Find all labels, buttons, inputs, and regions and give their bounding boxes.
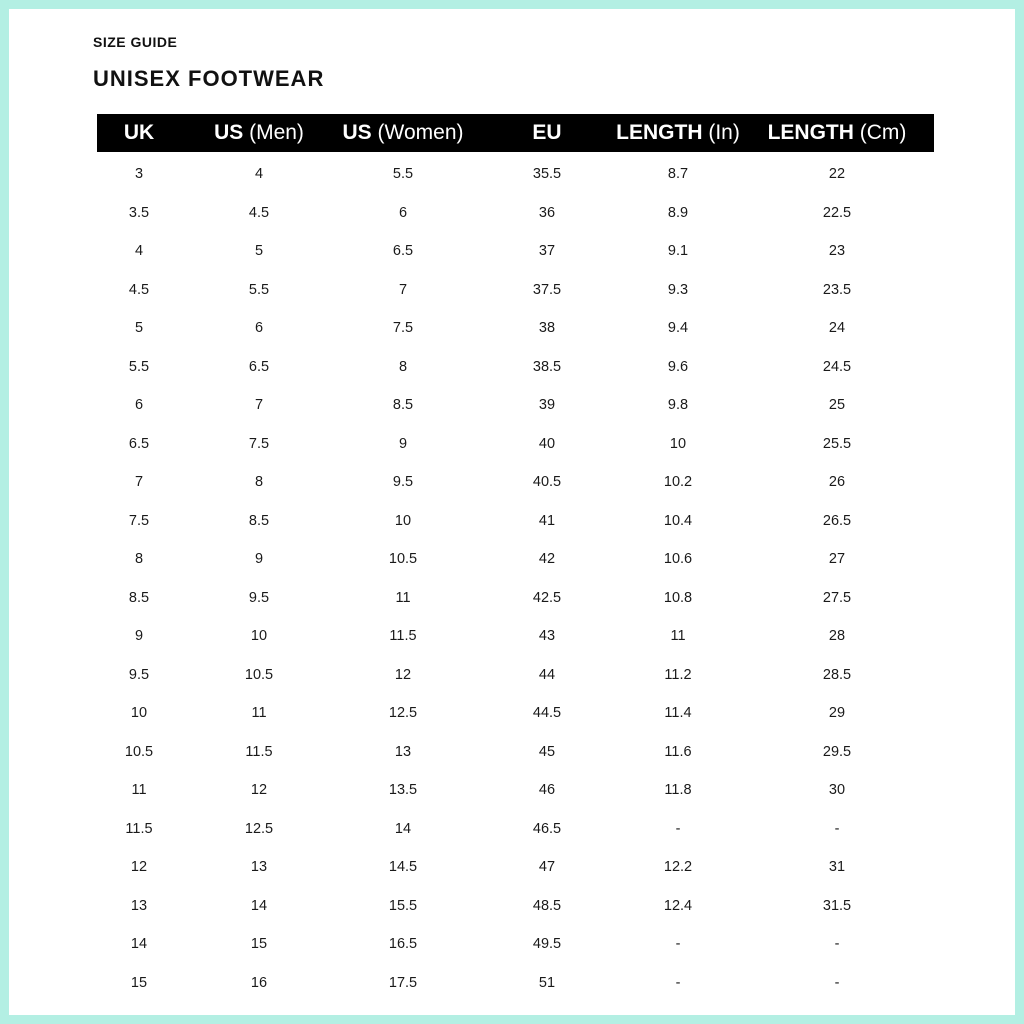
cell-us-women: 12.5: [388, 705, 418, 721]
cell-eu: 36: [538, 204, 556, 221]
cell-uk: 3: [134, 166, 144, 182]
table-row: [0, 194, 1024, 233]
cell-eu: 40: [538, 435, 556, 452]
cell-length-cm: 24.5: [822, 358, 852, 375]
cell-uk: 6.5: [128, 435, 150, 452]
cell-length-cm: 26.5: [822, 512, 852, 529]
cell-us-women: 8: [398, 358, 408, 375]
table-row: [0, 964, 1024, 1003]
cell-eu: 37: [538, 243, 556, 259]
table-row: [0, 386, 1024, 425]
cell-us-women: 8.5: [392, 397, 414, 413]
cell-us-women: 14: [394, 820, 412, 837]
cell-length-cm: 29.5: [822, 743, 852, 760]
table-row: [0, 502, 1024, 541]
cell-eu: 46: [538, 782, 556, 798]
header-us-men: US (Men): [214, 121, 304, 144]
cell-eu: 37.5: [532, 281, 562, 298]
cell-uk: 7: [134, 474, 144, 490]
cell-us-women: 16.5: [388, 936, 418, 952]
cell-length-in: 9.4: [667, 320, 689, 336]
cell-us-women: 6.5: [392, 243, 414, 259]
table-row: [0, 656, 1024, 695]
cell-us-men: 8.5: [248, 512, 270, 529]
cell-length-cm: 27: [828, 551, 846, 567]
cell-uk: 8: [134, 551, 144, 567]
cell-us-men: 7: [254, 397, 264, 413]
cell-uk: 5.5: [128, 358, 150, 375]
header-length-in: LENGTH (In): [616, 121, 740, 144]
cell-length-in: 9.3: [667, 281, 689, 298]
cell-eu: 38.5: [532, 358, 562, 375]
cell-length-in: -: [675, 820, 681, 837]
cell-us-women: 15.5: [388, 897, 418, 914]
cell-length-cm: 23.5: [822, 281, 852, 298]
cell-uk: 12: [130, 859, 148, 875]
cell-eu: 51: [538, 974, 556, 991]
cell-uk: 10.5: [124, 743, 154, 760]
cell-us-men: 5: [254, 243, 264, 259]
table-row: [0, 463, 1024, 502]
table-row: [0, 232, 1024, 271]
cell-eu: 41: [538, 512, 556, 529]
cell-us-men: 16: [250, 974, 268, 991]
cell-us-women: 5.5: [392, 166, 414, 182]
cell-length-cm: 29: [828, 705, 846, 721]
cell-us-women: 10: [394, 512, 412, 529]
cell-eu: 42.5: [532, 589, 562, 606]
table-row: [0, 579, 1024, 618]
cell-us-men: 15: [250, 936, 268, 952]
table-row: [0, 155, 1024, 194]
cell-length-cm: 30: [828, 782, 846, 798]
cell-length-in: 11: [670, 628, 686, 644]
cell-eu: 42: [538, 551, 556, 567]
cell-eu: 40.5: [532, 474, 562, 490]
table-row: [0, 348, 1024, 387]
cell-length-in: 11.2: [664, 666, 692, 683]
cell-us-men: 7.5: [248, 435, 270, 452]
cell-eu: 46.5: [532, 820, 562, 837]
cell-length-cm: 23: [828, 243, 846, 259]
cell-us-women: 13: [394, 743, 412, 760]
cell-length-cm: -: [834, 820, 840, 837]
cell-length-cm: 25.5: [822, 435, 852, 452]
cell-us-women: 6: [398, 204, 408, 221]
header-eu: EU: [532, 121, 562, 144]
table-row: [0, 771, 1024, 810]
cell-us-men: 9.5: [248, 589, 270, 606]
cell-length-cm: 27.5: [822, 589, 852, 606]
cell-us-men: 10: [250, 628, 268, 644]
cell-eu: 35.5: [532, 166, 562, 182]
cell-uk: 4: [134, 243, 144, 259]
table-row: [0, 925, 1024, 964]
cell-us-men: 5.5: [248, 281, 270, 298]
header-us-women: US (Women): [342, 121, 464, 144]
cell-eu: 38: [538, 320, 556, 336]
cell-us-women: 13.5: [388, 782, 418, 798]
cell-us-women: 9: [398, 435, 408, 452]
cell-uk: 9: [134, 628, 144, 644]
table-row: [0, 887, 1024, 926]
cell-length-cm: 24: [828, 320, 846, 336]
cell-uk: 5: [134, 320, 144, 336]
cell-length-in: 11.8: [664, 782, 692, 798]
cell-length-in: 10.8: [663, 589, 693, 606]
table-row: [0, 733, 1024, 772]
cell-eu: 39: [538, 397, 556, 413]
table-row: [0, 810, 1024, 849]
cell-length-in: 10.2: [663, 474, 693, 490]
cell-length-cm: -: [834, 936, 840, 952]
cell-length-cm: 31: [828, 859, 846, 875]
header-length-cm: LENGTH (Cm): [767, 121, 907, 144]
cell-us-men: 13: [250, 859, 268, 875]
cell-uk: 11: [131, 782, 147, 798]
cell-uk: 11.5: [125, 820, 153, 837]
cell-us-women: 11.5: [389, 628, 417, 644]
cell-us-men: 12.5: [244, 820, 274, 837]
cell-length-cm: 31.5: [822, 897, 852, 914]
cell-length-cm: 25: [828, 397, 846, 413]
cell-us-women: 17.5: [388, 974, 418, 991]
page-title: UNISEX FOOTWEAR: [93, 66, 325, 91]
table-row: [0, 425, 1024, 464]
table-row: [0, 540, 1024, 579]
cell-length-cm: 28: [828, 628, 846, 644]
cell-uk: 6: [134, 397, 144, 413]
cell-uk: 13: [130, 897, 148, 914]
cell-uk: 7.5: [128, 512, 150, 529]
cell-us-men: 8: [254, 474, 264, 490]
table-header: [97, 114, 934, 152]
cell-length-in: -: [675, 974, 681, 991]
cell-uk: 15: [130, 974, 148, 991]
cell-us-women: 9.5: [392, 474, 414, 490]
cell-length-in: 10.4: [663, 512, 693, 529]
cell-eu: 44.5: [532, 705, 562, 721]
cell-us-men: 14: [250, 897, 268, 914]
cell-length-in: -: [675, 936, 681, 952]
cell-us-women: 14.5: [388, 859, 418, 875]
cell-uk: 4.5: [128, 281, 150, 298]
eyebrow-label: SIZE GUIDE: [93, 34, 178, 50]
cell-length-cm: 22.5: [822, 204, 852, 221]
cell-us-women: 7.5: [392, 320, 414, 336]
cell-length-in: 9.6: [667, 358, 689, 375]
cell-eu: 48.5: [532, 897, 562, 914]
cell-uk: 9.5: [128, 666, 150, 683]
cell-eu: 43: [538, 628, 556, 644]
cell-length-cm: 26: [828, 474, 846, 490]
cell-length-in: 9.8: [667, 397, 689, 413]
cell-length-in: 12.2: [663, 859, 693, 875]
cell-us-men: 6.5: [248, 358, 270, 375]
cell-eu: 45: [538, 743, 556, 760]
header-uk: UK: [123, 121, 155, 144]
cell-us-women: 10.5: [388, 551, 418, 567]
cell-length-cm: 22: [828, 166, 846, 182]
cell-length-cm: -: [834, 974, 840, 991]
cell-uk: 3.5: [128, 204, 150, 221]
cell-us-men: 11: [251, 705, 267, 721]
cell-length-in: 11.4: [664, 705, 692, 721]
cell-length-in: 9.1: [667, 243, 689, 259]
table-row: [0, 617, 1024, 656]
cell-eu: 49.5: [532, 936, 562, 952]
cell-length-in: 11.6: [664, 743, 692, 760]
cell-us-men: 6: [254, 320, 264, 336]
cell-length-in: 8.7: [667, 166, 689, 182]
cell-us-men: 10.5: [244, 666, 274, 683]
cell-eu: 44: [538, 666, 556, 683]
cell-uk: 8.5: [128, 589, 150, 606]
cell-length-cm: 28.5: [822, 666, 852, 683]
table-row: [0, 271, 1024, 310]
cell-us-women: 7: [398, 281, 408, 298]
cell-us-women: 11: [395, 589, 411, 606]
table-row: [0, 694, 1024, 733]
cell-length-in: 8.9: [667, 204, 689, 221]
table-body: [0, 155, 1024, 1002]
cell-us-men: 11.5: [245, 743, 273, 760]
cell-length-in: 12.4: [663, 897, 693, 914]
cell-us-men: 9: [254, 551, 264, 567]
cell-uk: 10: [130, 705, 148, 721]
table-row: [0, 848, 1024, 887]
cell-eu: 47: [538, 859, 556, 875]
cell-uk: 14: [130, 936, 148, 952]
cell-us-men: 12: [250, 782, 268, 798]
cell-length-in: 10.6: [663, 551, 693, 567]
cell-us-women: 12: [394, 666, 412, 683]
cell-length-in: 10: [669, 435, 687, 452]
cell-us-men: 4: [254, 166, 264, 182]
cell-us-men: 4.5: [248, 204, 270, 221]
table-row: [0, 309, 1024, 348]
